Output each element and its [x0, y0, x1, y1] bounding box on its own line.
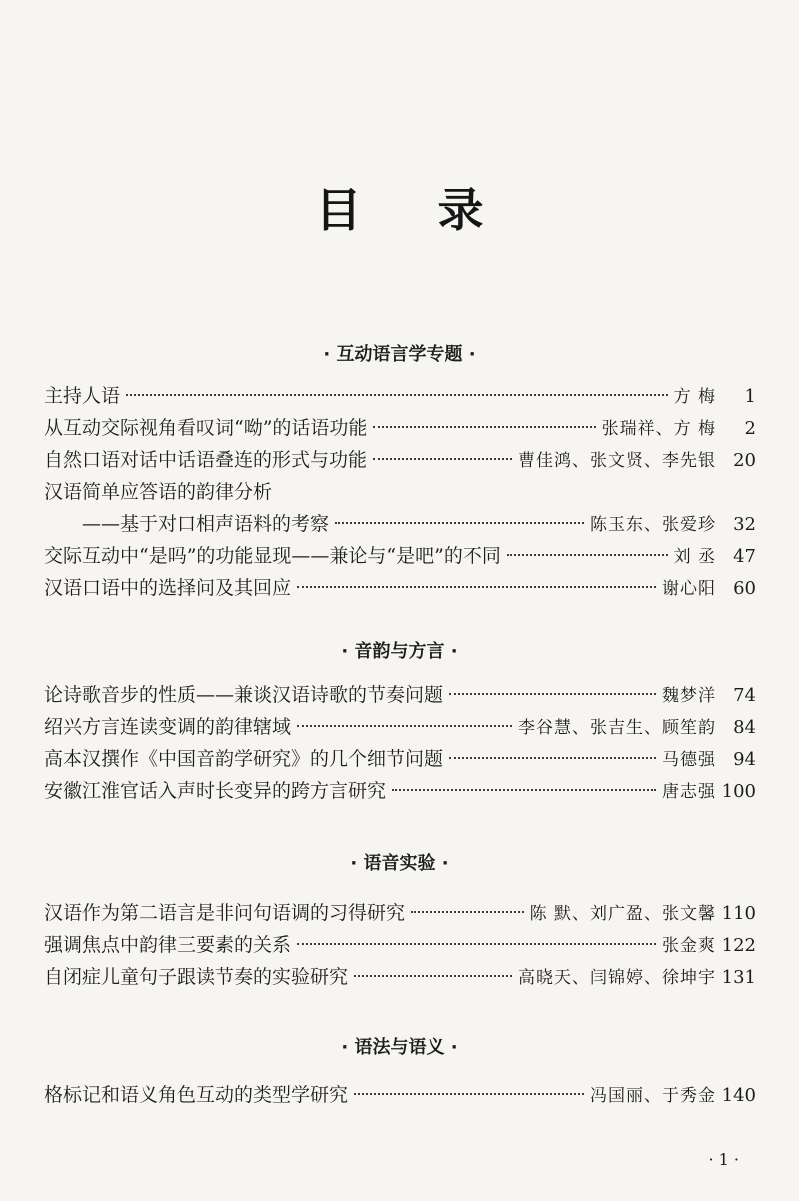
dot-leader [335, 522, 584, 524]
entry-title: 高本汉撰作《中国音韵学研究》的几个细节问题 [44, 748, 444, 770]
entry-title: 汉语简单应答语的韵律分析 [44, 481, 273, 503]
toc-entry[interactable] [44, 1081, 756, 1109]
entry-page: 84 [733, 717, 756, 738]
dot-leader [411, 911, 524, 913]
toc-entry-subtitle[interactable] [82, 510, 756, 538]
dot-leader [354, 1093, 584, 1095]
entry-author: 魏梦洋 [662, 686, 716, 706]
dot-leader [449, 757, 656, 759]
entry-page: 60 [733, 578, 756, 599]
toc-entry[interactable] [44, 478, 756, 506]
entry-author: 谢心阳 [662, 579, 716, 599]
dot-leader [297, 586, 656, 588]
entry-page: 122 [721, 935, 756, 956]
entry-author: 刘 丞 [673, 547, 716, 567]
entry-page: 32 [733, 514, 756, 535]
entry-author: 马德强 [662, 750, 716, 770]
dot-leader [449, 693, 656, 695]
dot-leader [126, 394, 668, 396]
entry-title: 格标记和语义角色互动的类型学研究 [44, 1084, 349, 1106]
entry-title: 强调焦点中韵律三要素的关系 [44, 934, 292, 956]
entry-title: 从互动交际视角看叹词“呦”的话语功能 [44, 417, 368, 439]
entry-title: 主持人语 [44, 385, 121, 407]
entry-author: 曹佳鸿、张文贤、李先银 [518, 451, 716, 471]
entry-title: 汉语作为第二语言是非问句语调的习得研究 [44, 902, 406, 924]
entry-title: 安徽江淮官话入声时长变异的跨方言研究 [44, 780, 387, 802]
entry-author: 方 梅 [673, 387, 716, 407]
entry-page: 74 [733, 685, 756, 706]
entry-author: 李谷慧、张吉生、顾笙韵 [518, 718, 716, 738]
toc-entry[interactable] [44, 574, 756, 602]
toc-entry[interactable] [44, 963, 756, 991]
toc-entry[interactable] [44, 899, 756, 927]
page-title: 目 录 [315, 183, 514, 237]
entry-author: 陈 默、刘广盈、张文馨 [529, 904, 716, 924]
dot-leader [507, 554, 668, 556]
toc-entry[interactable] [44, 542, 756, 570]
toc-entry[interactable] [44, 414, 756, 442]
dot-leader [297, 943, 656, 945]
entry-page: 20 [733, 450, 756, 471]
section-heading-phonetic-experiments: · 语音实验 · [350, 853, 449, 874]
entry-title: 自闭症儿童句子跟读节奏的实验研究 [44, 966, 349, 988]
entry-page: 47 [733, 546, 756, 567]
entry-author: 张瑞祥、方 梅 [601, 419, 716, 439]
entry-page: 100 [721, 781, 756, 802]
toc-entry[interactable] [44, 777, 756, 805]
entry-title: ——基于对口相声语料的考察 [82, 513, 330, 535]
section-heading-phonology-dialect: · 音韵与方言 · [341, 641, 458, 662]
entry-page: 110 [721, 903, 756, 924]
entry-page: 140 [721, 1085, 756, 1106]
toc-entry[interactable] [44, 382, 756, 410]
entry-title: 交际互动中“是吗”的功能显现——兼论与“是吧”的不同 [44, 545, 501, 567]
dot-leader [373, 426, 595, 428]
toc-entry[interactable] [44, 931, 756, 959]
toc-entry[interactable] [44, 446, 756, 474]
section-heading-grammar-semantics: · 语法与语义 · [341, 1037, 458, 1058]
section-heading-interactive-linguistics: · 互动语言学专题 · [323, 344, 476, 365]
entry-page: 94 [733, 749, 756, 770]
entry-author: 张金爽 [662, 936, 716, 956]
dot-leader [392, 789, 656, 791]
entry-author: 唐志强 [662, 782, 716, 802]
dot-leader [297, 725, 512, 727]
toc-entry[interactable] [44, 713, 756, 741]
dot-leader [373, 458, 512, 460]
entry-title: 自然口语对话中话语叠连的形式与功能 [44, 449, 368, 471]
entry-author: 冯国丽、于秀金 [590, 1086, 716, 1106]
entry-title: 论诗歌音步的性质——兼谈汉语诗歌的节奏问题 [44, 684, 444, 706]
entry-page: 1 [744, 386, 756, 407]
page-number: · 1 · [708, 1150, 739, 1169]
entry-title: 汉语口语中的选择问及其回应 [44, 577, 292, 599]
dot-leader [354, 975, 512, 977]
entry-title: 绍兴方言连读变调的韵律辖域 [44, 716, 292, 738]
entry-page: 131 [721, 967, 756, 988]
toc-entry[interactable] [44, 745, 756, 773]
entry-page: 2 [744, 418, 756, 439]
entry-author: 陈玉东、张爱珍 [590, 515, 716, 535]
toc-entry[interactable] [44, 681, 756, 709]
entry-author: 高晓天、闫锦婷、徐坤宇 [518, 968, 716, 988]
